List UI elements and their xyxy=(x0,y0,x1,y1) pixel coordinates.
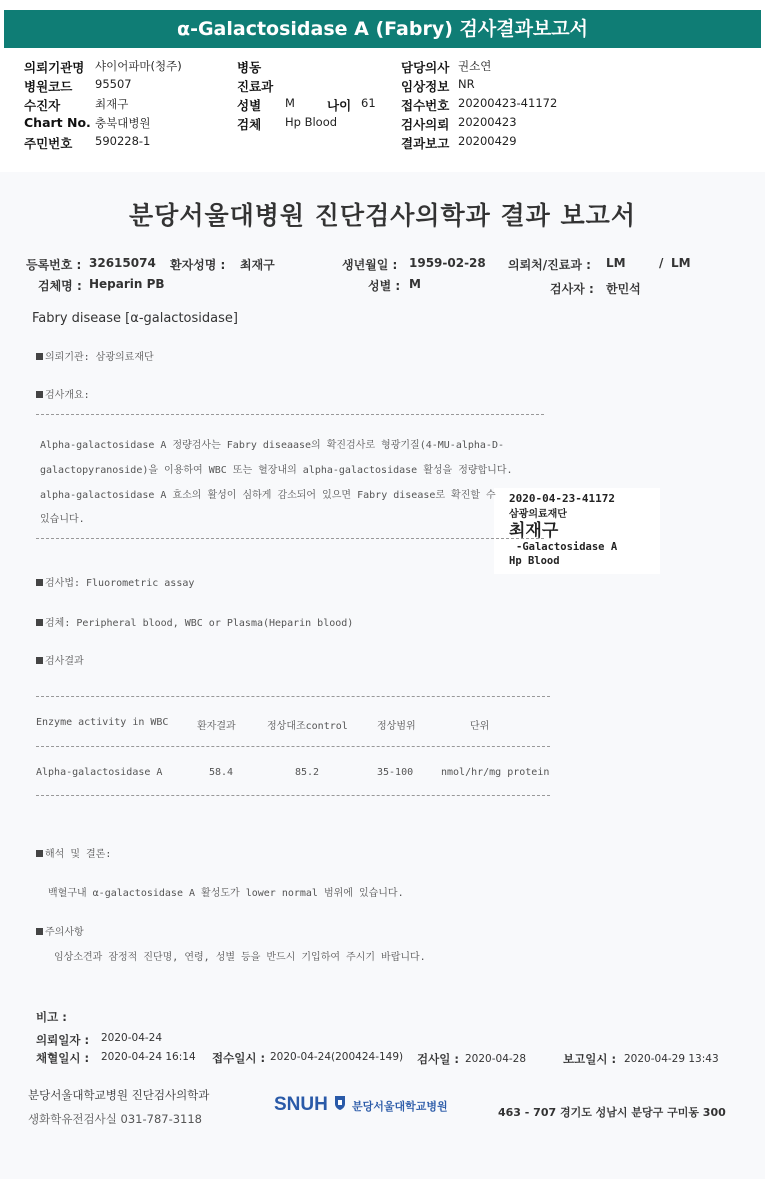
name-value: 최재구 xyxy=(240,258,275,272)
chart-value: 충북대병원 xyxy=(95,116,151,130)
specimen-value: Hp Blood xyxy=(285,115,338,129)
title-bar xyxy=(0,0,765,52)
dob-value: 1959-02-28 xyxy=(409,256,486,270)
section-interpretation: 해석 및 결론: xyxy=(36,845,111,860)
sticker-test: -Galactosidase A xyxy=(516,541,618,553)
age-label: 나이 xyxy=(327,98,352,113)
age-value: 61 xyxy=(361,96,376,110)
receipt-value: 20200423-41172 xyxy=(458,96,558,110)
sticker-receipt: 2020-04-23-41172 xyxy=(509,492,615,505)
snuh-logo xyxy=(274,1094,448,1116)
divider xyxy=(36,795,550,796)
sex-label: 성별 xyxy=(237,98,262,113)
section-notice: 주의사항 xyxy=(36,923,84,938)
bullet-square-icon xyxy=(36,391,43,398)
table-cell-enzyme: Alpha-galactosidase A xyxy=(36,767,163,778)
bullet-square-icon xyxy=(36,657,43,664)
table-header-unit: 단위 xyxy=(470,721,490,732)
draw-value: 2020-04-24 16:14 xyxy=(101,1051,196,1063)
chart-label: Chart No. xyxy=(24,115,91,130)
reg-label: 등록번호 : xyxy=(26,258,82,272)
bullet-square-icon xyxy=(36,579,43,586)
referrer-value-1: LM xyxy=(606,256,626,270)
referrer-label: 의뢰처/진료과 : xyxy=(508,258,591,272)
patient-value: 최재구 xyxy=(95,97,129,111)
test-date-value: 2020-04-28 xyxy=(465,1053,527,1065)
interpretation-text: 백혈구내 α-galactosidase A 활성도가 lower normal 범위에 있습니다. xyxy=(48,888,404,899)
clinical-value: NR xyxy=(458,77,475,91)
table-cell-patient: 58.4 xyxy=(209,767,234,778)
specimen-name-value: Heparin PB xyxy=(89,277,165,291)
tester-label: 검사자 : xyxy=(550,282,594,296)
section-overview: 검사개요: xyxy=(36,386,90,401)
receipt-label: 접수번호 xyxy=(401,98,450,113)
footer-org: 분당서울대학교병원 진단검사의학과 xyxy=(28,1088,210,1102)
dob-label: 생년월일 : xyxy=(342,258,398,272)
referrer-slash: / xyxy=(659,256,664,270)
receive-value: 2020-04-24(200424-149) xyxy=(270,1051,404,1063)
doctor-value: 권소연 xyxy=(458,59,492,73)
report-title: 분당서울대병원 진단검사의학과 결과 보고서 xyxy=(129,201,636,230)
report-date-label: 보고일시 : xyxy=(563,1052,617,1066)
hospital-code-value: 95507 xyxy=(95,77,132,91)
request-date-value: 2020-04-24 xyxy=(101,1032,163,1044)
sticker-patient: 최재구 xyxy=(509,521,559,541)
report-label: 결과보고 xyxy=(401,136,450,151)
footer-lab: 생화학유전검사실 031-787-3118 xyxy=(28,1112,202,1126)
report-value: 20200429 xyxy=(458,134,517,148)
request-value: 20200423 xyxy=(458,115,517,129)
overview-line-1: Alpha-galactosidase A 정량검사는 Fabry diseaase의 확진검사로 형광기질(4-MU-alpha-D- xyxy=(40,440,504,451)
section-institution: 의뢰기관: 삼광의료재단 xyxy=(36,348,154,363)
table-cell-unit: nmol/hr/mg protein xyxy=(441,767,550,778)
bullet-square-icon xyxy=(36,619,43,626)
test-name: Fabry disease [α-galactosidase] xyxy=(32,311,238,326)
table-cell-control: 85.2 xyxy=(295,767,320,778)
tester-value: 한민석 xyxy=(606,282,641,296)
divider xyxy=(36,414,544,415)
report-sex-value: M xyxy=(409,277,421,291)
reg-value: 32615074 xyxy=(89,256,156,270)
bullet-square-icon xyxy=(36,928,43,935)
ward-label: 병동 xyxy=(237,60,262,75)
institution-value: 샤이어파마(청주) xyxy=(95,59,182,73)
specimen-sticker xyxy=(494,488,660,574)
referrer-value-2: LM xyxy=(671,256,691,270)
report-date-value: 2020-04-29 13:43 xyxy=(624,1053,719,1065)
snuh-logo-text: SNUH xyxy=(274,1094,328,1115)
sticker-specimen: Hp Blood xyxy=(509,555,560,567)
table-header-control: 정상대조control xyxy=(267,721,348,732)
divider xyxy=(36,696,550,697)
report-sex-label: 성별 : xyxy=(368,279,401,293)
notice-text: 임상소견과 잠정적 진단명, 연령, 성별 등을 반드시 기입하여 주시기 바랍니다. xyxy=(54,952,426,963)
section-specimen: 검체: Peripheral blood, WBC or Plasma(Heparin blood) xyxy=(36,614,353,629)
receive-label: 접수일시 : xyxy=(212,1051,266,1065)
request-date-label: 의뢰일자 : xyxy=(36,1033,90,1047)
snuh-emblem-icon xyxy=(333,1095,347,1111)
section-method: 검사법: Fluorometric assay xyxy=(36,574,194,589)
name-label: 환자성명 : xyxy=(170,258,226,272)
hospital-code-label: 병원코드 xyxy=(24,79,73,94)
divider xyxy=(36,538,544,539)
dept-label: 진료과 xyxy=(237,79,274,94)
institution-label: 의뢰기관명 xyxy=(24,60,85,75)
divider xyxy=(36,746,550,747)
table-header-patient: 환자결과 xyxy=(197,721,236,732)
overview-line-2: galactopyranoside)을 이용하여 WBC 또는 혈장내의 alpha-galactosidase 활성을 정량합니다. xyxy=(40,465,513,476)
sex-value: M xyxy=(285,96,295,110)
footer-address: 463 - 707 경기도 성남시 분당구 구미동 300 xyxy=(498,1106,726,1119)
remark-label: 비고 : xyxy=(36,1010,67,1024)
resident-label: 주민번호 xyxy=(24,136,73,151)
test-date-label: 검사일 : xyxy=(417,1052,459,1066)
table-cell-range: 35-100 xyxy=(377,767,414,778)
sticker-lab: 삼광의료재단 xyxy=(509,509,567,520)
bullet-square-icon xyxy=(36,353,43,360)
table-header-range: 정상범위 xyxy=(377,721,416,732)
clinical-label: 임상정보 xyxy=(401,79,450,94)
report-document xyxy=(0,172,765,1179)
bullet-square-icon xyxy=(36,850,43,857)
snuh-logo-subtitle: 분당서울대학교병원 xyxy=(352,1100,448,1113)
specimen-label: 검체 xyxy=(237,117,262,132)
section-result: 검사결과 xyxy=(36,652,84,667)
header-info xyxy=(0,52,765,170)
overview-line-4: 있습니다. xyxy=(40,514,85,525)
draw-label: 채혈일시 : xyxy=(36,1051,90,1065)
table-header-enzyme: Enzyme activity in WBC xyxy=(36,717,169,728)
doctor-label: 담당의사 xyxy=(401,60,450,75)
specimen-name-label: 검체명 : xyxy=(38,279,82,293)
overview-line-3: alpha-galactosidase A 효소의 활성이 심하게 감소되어 있으면 Fabry disease로 확진할 수 xyxy=(40,490,496,501)
page-title: α-Galactosidase A (Fabry) 검사결과보고서 xyxy=(4,10,761,48)
request-label: 검사의뢰 xyxy=(401,117,450,132)
resident-value: 590228-1 xyxy=(95,134,151,148)
patient-label: 수진자 xyxy=(24,98,61,113)
